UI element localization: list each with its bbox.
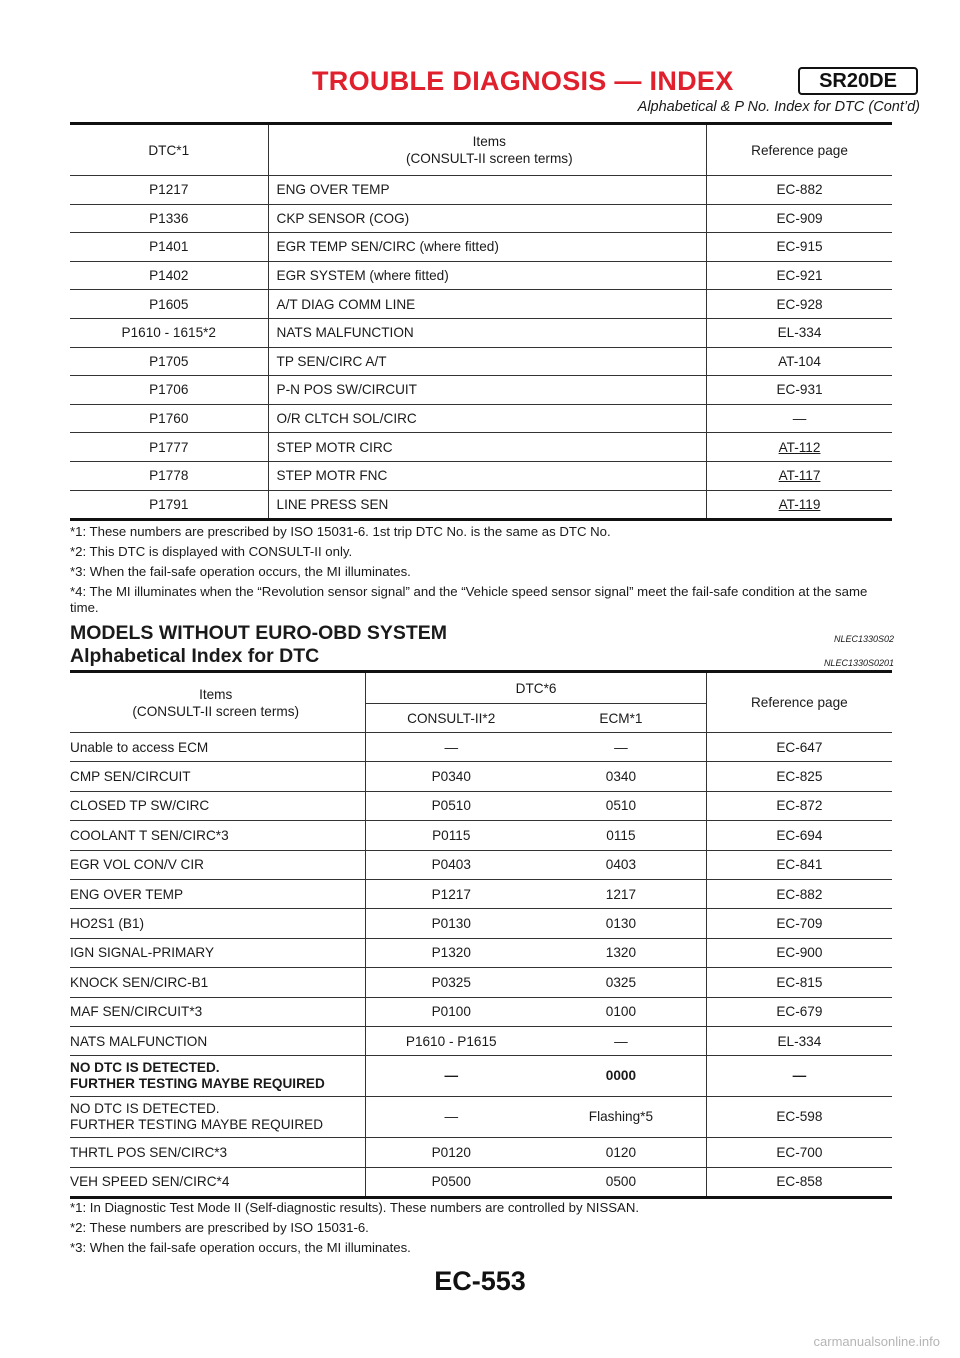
ecm-cell: Flashing*5 bbox=[536, 1097, 706, 1138]
reference-cell: EC-882 bbox=[707, 176, 892, 205]
table-header-row bbox=[70, 124, 892, 176]
reference-cell: EC-928 bbox=[707, 290, 892, 319]
reference-cell: AT-104 bbox=[707, 347, 892, 376]
items-cell: O/R CLTCH SOL/CIRC bbox=[268, 404, 707, 433]
table-header-row bbox=[70, 673, 892, 704]
dtc-cell: P1791 bbox=[70, 490, 268, 520]
dtc-cell: P1336 bbox=[70, 204, 268, 233]
items-cell: LINE PRESS SEN bbox=[268, 490, 707, 520]
header-items: Items (CONSULT-II screen terms) bbox=[70, 673, 366, 733]
table-row bbox=[70, 733, 892, 762]
ecm-cell: 1217 bbox=[536, 879, 706, 908]
item-cell: NATS MALFUNCTION bbox=[70, 1026, 366, 1055]
ecm-cell: 0325 bbox=[536, 968, 706, 997]
dtc-cell: P1217 bbox=[70, 176, 268, 205]
items-cell: TP SEN/CIRC A/T bbox=[268, 347, 707, 376]
ecm-cell: 0000 bbox=[536, 1056, 706, 1097]
ecm-cell: 0120 bbox=[536, 1138, 706, 1167]
table-row bbox=[70, 290, 892, 319]
consult-cell: P0403 bbox=[366, 850, 536, 879]
ecm-cell: 1320 bbox=[536, 938, 706, 967]
table-row bbox=[70, 968, 892, 997]
reference-cell: EC-709 bbox=[706, 909, 892, 938]
items-cell: P-N POS SW/CIRCUIT bbox=[268, 376, 707, 405]
items-cell: STEP MOTR FNC bbox=[268, 461, 707, 490]
item-cell: NO DTC IS DETECTED. FURTHER TESTING MAYBE REQUIRED bbox=[70, 1097, 366, 1138]
reference-link[interactable]: AT-119 bbox=[778, 496, 821, 512]
items-cell: EGR SYSTEM (where fitted) bbox=[268, 261, 707, 290]
alphabetical-dtc-table bbox=[70, 673, 892, 1199]
consult-cell: P1320 bbox=[366, 938, 536, 967]
reference-cell: EC-931 bbox=[707, 376, 892, 405]
engine-code-badge: SR20DE bbox=[798, 67, 918, 95]
item-cell: MAF SEN/CIRCUIT*3 bbox=[70, 997, 366, 1026]
footnote: *3: When the fail-safe operation occurs, the MI illuminates. bbox=[70, 564, 411, 579]
item-cell: CMP SEN/CIRCUIT bbox=[70, 762, 366, 791]
table-row bbox=[70, 1056, 892, 1097]
table-row bbox=[70, 1138, 892, 1167]
dtc-index-table bbox=[70, 122, 892, 521]
reference-cell: EL-334 bbox=[706, 1026, 892, 1055]
reference-cell: EC-915 bbox=[707, 233, 892, 262]
reference-link[interactable]: AT-117 bbox=[778, 468, 821, 484]
footnote: *4: The MI illuminates when the “Revolution sensor signal” and the “Vehicle speed sensor signal” meet the fail-safe condition at the same time. bbox=[70, 584, 868, 615]
footnote: *2: These numbers are prescribed by ISO 15031-6. bbox=[70, 1220, 369, 1235]
table-row bbox=[70, 376, 892, 405]
dtc-cell: P1610 - 1615*2 bbox=[70, 318, 268, 347]
item-cell: IGN SIGNAL-PRIMARY bbox=[70, 938, 366, 967]
table-row bbox=[70, 1167, 892, 1197]
page-number: EC-553 bbox=[434, 1266, 526, 1296]
footnote: *3: When the fail-safe operation occurs, the MI illuminates. bbox=[70, 1240, 411, 1255]
footnote: *1: These numbers are prescribed by ISO 15031-6. 1st trip DTC No. is the same as DTC No. bbox=[70, 524, 611, 539]
dtc-cell: P1760 bbox=[70, 404, 268, 433]
table-row bbox=[70, 461, 892, 490]
page-header-title: TROUBLE DIAGNOSIS — INDEX bbox=[312, 66, 734, 96]
header-consult: CONSULT-II*2 bbox=[366, 704, 536, 733]
consult-cell: P0100 bbox=[366, 997, 536, 1026]
items-cell: CKP SENSOR (COG) bbox=[268, 204, 707, 233]
ecm-cell: — bbox=[536, 1026, 706, 1055]
dtc-cell: P1778 bbox=[70, 461, 268, 490]
ecm-cell: 0500 bbox=[536, 1167, 706, 1197]
reference-cell: — bbox=[706, 1056, 892, 1097]
reference-cell: EC-921 bbox=[707, 261, 892, 290]
ecm-cell: 0115 bbox=[536, 821, 706, 850]
table-row bbox=[70, 821, 892, 850]
reference-cell: EL-334 bbox=[707, 318, 892, 347]
item-cell: CLOSED TP SW/CIRC bbox=[70, 791, 366, 820]
header-items: Items (CONSULT-II screen terms) bbox=[268, 124, 707, 176]
item-cell: VEH SPEED SEN/CIRC*4 bbox=[70, 1167, 366, 1197]
header-dtc: DTC*6 bbox=[366, 673, 706, 704]
consult-cell: P1610 - P1615 bbox=[366, 1026, 536, 1055]
item-cell: KNOCK SEN/CIRC-B1 bbox=[70, 968, 366, 997]
item-cell: ENG OVER TEMP bbox=[70, 879, 366, 908]
table-row bbox=[70, 997, 892, 1026]
footnote: *2: This DTC is displayed with CONSULT-II only. bbox=[70, 544, 353, 559]
reference-cell: EC-858 bbox=[706, 1167, 892, 1197]
dtc-cell: P1706 bbox=[70, 376, 268, 405]
table-row bbox=[70, 762, 892, 791]
table-row bbox=[70, 433, 892, 462]
section-heading: MODELS WITHOUT EURO-OBD SYSTEM bbox=[70, 622, 447, 644]
reference-cell: EC-598 bbox=[706, 1097, 892, 1138]
footnote: *1: In Diagnostic Test Mode II (Self-diagnostic results). These numbers are controlled by NISSAN. bbox=[70, 1200, 640, 1215]
reference-cell: EC-815 bbox=[706, 968, 892, 997]
watermark: carmanualsonline.info bbox=[813, 1334, 940, 1349]
dtc-cell: P1705 bbox=[70, 347, 268, 376]
table-row bbox=[70, 176, 892, 205]
reference-cell: EC-825 bbox=[706, 762, 892, 791]
consult-cell: P0500 bbox=[366, 1167, 536, 1197]
reference-cell: EC-900 bbox=[706, 938, 892, 967]
reference-cell: EC-841 bbox=[706, 850, 892, 879]
consult-cell: P0340 bbox=[366, 762, 536, 791]
consult-cell: P0120 bbox=[366, 1138, 536, 1167]
dtc-cell: P1605 bbox=[70, 290, 268, 319]
dtc-cell: P1402 bbox=[70, 261, 268, 290]
reference-cell: EC-882 bbox=[706, 879, 892, 908]
items-cell: ENG OVER TEMP bbox=[268, 176, 707, 205]
consult-cell: — bbox=[366, 1097, 536, 1138]
consult-cell: P0510 bbox=[366, 791, 536, 820]
items-cell: STEP MOTR CIRC bbox=[268, 433, 707, 462]
footnotes-table2 bbox=[70, 1200, 894, 1260]
table-row bbox=[70, 347, 892, 376]
ecm-cell: 0403 bbox=[536, 850, 706, 879]
items-cell: A/T DIAG COMM LINE bbox=[268, 290, 707, 319]
ecm-cell: 0100 bbox=[536, 997, 706, 1026]
reference-cell: EC-700 bbox=[706, 1138, 892, 1167]
table-row bbox=[70, 261, 892, 290]
table-row bbox=[70, 850, 892, 879]
consult-cell: P0325 bbox=[366, 968, 536, 997]
reference-cell: — bbox=[707, 404, 892, 433]
table-row bbox=[70, 938, 892, 967]
consult-cell: P1217 bbox=[366, 879, 536, 908]
table-row bbox=[70, 318, 892, 347]
item-cell: HO2S1 (B1) bbox=[70, 909, 366, 938]
reference-cell: EC-909 bbox=[707, 204, 892, 233]
items-cell: EGR TEMP SEN/CIRC (where fitted) bbox=[268, 233, 707, 262]
table-row bbox=[70, 404, 892, 433]
table-row bbox=[70, 1097, 892, 1138]
table-row bbox=[70, 1026, 892, 1055]
reference-cell: EC-872 bbox=[706, 791, 892, 820]
consult-cell: — bbox=[366, 733, 536, 762]
consult-cell: P0115 bbox=[366, 821, 536, 850]
dtc-cell: P1777 bbox=[70, 433, 268, 462]
section-subheading-code: NLEC1330S0201 bbox=[823, 658, 894, 668]
header-reference-page: Reference page bbox=[706, 673, 892, 733]
consult-cell: — bbox=[366, 1056, 536, 1097]
item-cell: NO DTC IS DETECTED. FURTHER TESTING MAYBE REQUIRED bbox=[70, 1056, 366, 1097]
item-cell: EGR VOL CON/V CIR bbox=[70, 850, 366, 879]
ecm-cell: 0340 bbox=[536, 762, 706, 791]
table-row bbox=[70, 204, 892, 233]
item-cell: Unable to access ECM bbox=[70, 733, 366, 762]
reference-cell: EC-679 bbox=[706, 997, 892, 1026]
reference-cell: EC-694 bbox=[706, 821, 892, 850]
header-ecm: ECM*1 bbox=[536, 704, 706, 733]
section-subheading: Alphabetical Index for DTC bbox=[70, 645, 320, 667]
item-cell: THRTL POS SEN/CIRC*3 bbox=[70, 1138, 366, 1167]
reference-link[interactable]: AT-112 bbox=[778, 439, 821, 455]
item-cell: COOLANT T SEN/CIRC*3 bbox=[70, 821, 366, 850]
header-dtc: DTC*1 bbox=[70, 124, 268, 176]
table-row bbox=[70, 791, 892, 820]
ecm-cell: 0510 bbox=[536, 791, 706, 820]
table-row bbox=[70, 879, 892, 908]
items-cell: NATS MALFUNCTION bbox=[268, 318, 707, 347]
dtc-cell: P1401 bbox=[70, 233, 268, 262]
ecm-cell: — bbox=[536, 733, 706, 762]
reference-cell: EC-647 bbox=[706, 733, 892, 762]
table-row bbox=[70, 233, 892, 262]
consult-cell: P0130 bbox=[366, 909, 536, 938]
section-heading-code: NLEC1330S02 bbox=[833, 634, 894, 644]
footnotes-table1 bbox=[70, 524, 894, 620]
ecm-cell: 0130 bbox=[536, 909, 706, 938]
table-row bbox=[70, 490, 892, 520]
table-row bbox=[70, 909, 892, 938]
page-header-subtitle: Alphabetical & P No. Index for DTC (Cont’d) bbox=[637, 99, 920, 115]
header-reference-page: Reference page bbox=[707, 124, 892, 176]
